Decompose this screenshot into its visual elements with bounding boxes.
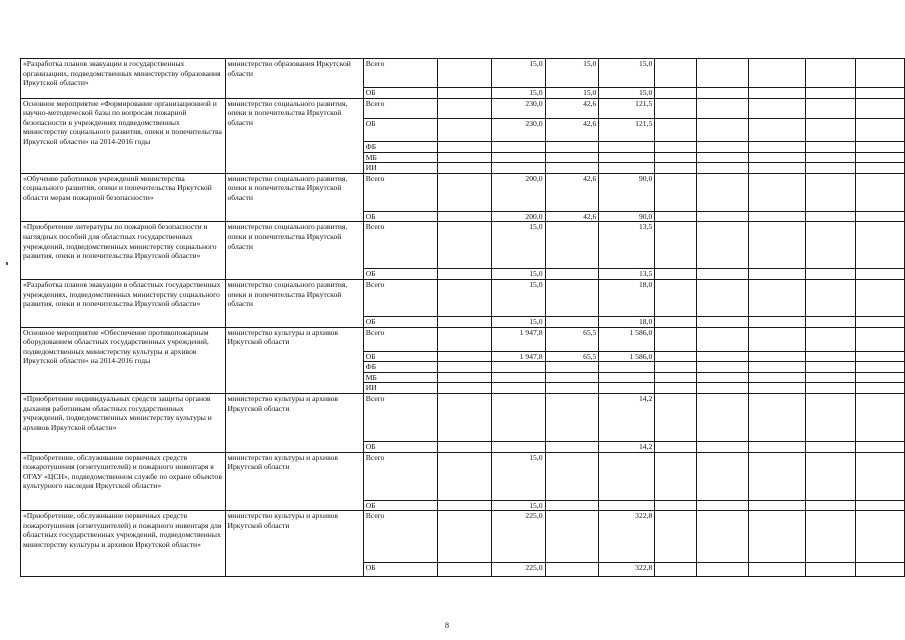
funding-source-cell: Всего [363, 452, 437, 500]
value-cell [697, 316, 748, 327]
value-cell [545, 316, 599, 327]
value-cell: 15,0 [599, 88, 655, 99]
value-cell [438, 393, 491, 441]
value-cell [697, 118, 748, 141]
value-cell [805, 500, 856, 511]
value-cell [655, 500, 697, 511]
value-cell: 15,0 [545, 88, 599, 99]
value-cell [748, 372, 805, 383]
value-cell [856, 88, 905, 99]
table-row [21, 59, 905, 88]
value-cell [697, 511, 748, 563]
value-cell [545, 163, 599, 174]
value-cell [697, 500, 748, 511]
measure-name-cell: «Обучение работников учреждений министерства социального развития, опеки и попечительства Иркутской области мерам пожарной безопасности» [21, 173, 226, 222]
value-cell [748, 211, 805, 222]
value-cell [599, 141, 655, 152]
value-cell [748, 351, 805, 362]
value-cell [545, 452, 599, 500]
funding-source-cell: Всего [363, 98, 437, 118]
value-cell [748, 452, 805, 500]
value-cell [856, 173, 905, 211]
value-cell [491, 372, 545, 383]
value-cell [655, 362, 697, 373]
value-cell [697, 351, 748, 362]
value-cell [697, 222, 748, 269]
value-cell [655, 59, 697, 88]
value-cell [748, 222, 805, 269]
value-cell [856, 163, 905, 174]
value-cell [655, 383, 697, 394]
value-cell [599, 372, 655, 383]
value-cell [655, 316, 697, 327]
value-cell [748, 441, 805, 452]
value-cell [805, 511, 856, 563]
value-cell [697, 393, 748, 441]
funding-source-cell: Всего [363, 173, 437, 211]
value-cell [856, 118, 905, 141]
funding-source-cell: ОБ [363, 351, 437, 362]
value-cell [748, 152, 805, 163]
value-cell [805, 222, 856, 269]
funding-source-cell: МБ [363, 152, 437, 163]
funding-source-cell: ОБ [363, 269, 437, 280]
value-cell [545, 372, 599, 383]
value-cell [856, 211, 905, 222]
value-cell: 15,0 [491, 452, 545, 500]
value-cell [438, 383, 491, 394]
value-cell [438, 441, 491, 452]
value-cell [599, 383, 655, 394]
value-cell [805, 563, 856, 577]
value-cell [856, 269, 905, 280]
value-cell [748, 316, 805, 327]
value-cell: 18,0 [599, 279, 655, 316]
value-cell [856, 141, 905, 152]
value-cell [748, 383, 805, 394]
value-cell [805, 452, 856, 500]
value-cell [491, 152, 545, 163]
value-cell [438, 173, 491, 211]
value-cell [491, 141, 545, 152]
value-cell [545, 563, 599, 577]
measure-name-cell: «Приобретение, обслуживание первичных средств пожаротушения (огнетушителей) и пожарного инвентаря для областных государственных учреждений, подведомственных министерству культуры и архивов Иркутской области» [21, 511, 226, 577]
value-cell [655, 372, 697, 383]
value-cell: 15,0 [491, 59, 545, 88]
funding-source-cell: ОБ [363, 88, 437, 99]
value-cell [545, 269, 599, 280]
value-cell: 18,0 [599, 316, 655, 327]
funding-source-cell: Всего [363, 327, 437, 351]
value-cell: 225,0 [491, 511, 545, 563]
value-cell [599, 500, 655, 511]
value-cell [856, 383, 905, 394]
value-cell [805, 88, 856, 99]
funding-source-cell: МБ [363, 372, 437, 383]
measure-name-cell: «Приобретение литературы по пожарной безопасности и наглядных пособий для областных государственных учреждений, подведомственных министерству социального развития, опеки и попечительства Иркутской области» [21, 222, 226, 280]
funding-source-cell: Всего [363, 279, 437, 316]
executor-cell: министерство социального развития, опеки и попечительства Иркутской области [225, 173, 363, 222]
value-cell: 200,0 [491, 173, 545, 211]
value-cell [655, 351, 697, 362]
value-cell [697, 59, 748, 88]
value-cell [856, 59, 905, 88]
value-cell [805, 141, 856, 152]
value-cell [655, 393, 697, 441]
value-cell [856, 316, 905, 327]
value-cell [438, 372, 491, 383]
value-cell [545, 141, 599, 152]
value-cell [805, 441, 856, 452]
value-cell [805, 269, 856, 280]
measure-name-cell: «Разработка планов эвакуации в областных государственных учреждениях, подведомственных министерству социального развития, опеки и попечительства Иркутской области» [21, 279, 226, 327]
funding-source-cell: ОБ [363, 441, 437, 452]
measure-name-cell: Основное мероприятие «Формирование организационной и научно-методической базы по вопросам пожарной безопасности в учреждениях подведомственных министерству социального развития, опеки и попечительства Иркутской области» на 2014-2016 годы [21, 98, 226, 173]
value-cell [805, 98, 856, 118]
value-cell: 15,0 [491, 279, 545, 316]
table-row [21, 393, 905, 441]
value-cell [599, 152, 655, 163]
executor-cell: министерство культуры и архивов Иркутской области [225, 393, 363, 452]
value-cell: 1 586,0 [599, 351, 655, 362]
value-cell [697, 211, 748, 222]
value-cell: 1 586,0 [599, 327, 655, 351]
executor-cell: министерство культуры и архивов Иркутской области [225, 327, 363, 393]
value-cell [856, 98, 905, 118]
value-cell [748, 327, 805, 351]
value-cell [748, 393, 805, 441]
value-cell [697, 98, 748, 118]
value-cell [599, 362, 655, 373]
measure-name-cell: «Приобретение индивидуальных средств защиты органов дыхания работникам областных государственных учреждений, подведомственных министерству культуры и архивов Иркутской области» [21, 393, 226, 452]
value-cell [697, 452, 748, 500]
value-cell [856, 351, 905, 362]
value-cell: 121,5 [599, 98, 655, 118]
value-cell [438, 316, 491, 327]
value-cell [805, 173, 856, 211]
value-cell: 121,5 [599, 118, 655, 141]
value-cell [856, 511, 905, 563]
value-cell [805, 118, 856, 141]
value-cell [748, 88, 805, 99]
value-cell [491, 163, 545, 174]
value-cell [805, 211, 856, 222]
funding-source-cell: Всего [363, 59, 437, 88]
funding-source-cell: ОБ [363, 316, 437, 327]
program-table [20, 58, 905, 577]
scan-mark [6, 262, 8, 265]
value-cell [856, 327, 905, 351]
value-cell [491, 383, 545, 394]
funding-source-cell: ОБ [363, 118, 437, 141]
value-cell [856, 500, 905, 511]
executor-cell: министерство социального развития, опеки и попечительства Иркутской области [225, 279, 363, 327]
value-cell [655, 279, 697, 316]
funding-source-cell: ФБ [363, 141, 437, 152]
value-cell [856, 372, 905, 383]
value-cell [805, 362, 856, 373]
value-cell [748, 269, 805, 280]
table-row [21, 452, 905, 500]
value-cell [856, 279, 905, 316]
value-cell: 15,0 [545, 59, 599, 88]
value-cell [438, 351, 491, 362]
value-cell: 322,8 [599, 511, 655, 563]
value-cell: 42,6 [545, 118, 599, 141]
value-cell [748, 362, 805, 373]
table-row [21, 279, 905, 316]
value-cell [545, 500, 599, 511]
value-cell [438, 362, 491, 373]
value-cell [438, 98, 491, 118]
executor-cell: министерство культуры и архивов Иркутской области [225, 511, 363, 577]
value-cell [805, 351, 856, 362]
value-cell [545, 362, 599, 373]
value-cell [438, 452, 491, 500]
value-cell [655, 327, 697, 351]
value-cell: 15,0 [491, 88, 545, 99]
value-cell [655, 141, 697, 152]
value-cell: 15,0 [491, 269, 545, 280]
value-cell [491, 393, 545, 441]
value-cell [655, 269, 697, 280]
value-cell: 230,0 [491, 98, 545, 118]
value-cell: 1 947,8 [491, 327, 545, 351]
value-cell [491, 362, 545, 373]
executor-cell: министерство образования Иркутской области [225, 59, 363, 99]
value-cell: 90,0 [599, 211, 655, 222]
value-cell [545, 393, 599, 441]
table-row [21, 222, 905, 269]
value-cell [655, 173, 697, 211]
executor-cell: министерство социального развития, опеки и попечительства Иркутской области [225, 222, 363, 280]
value-cell [438, 511, 491, 563]
measure-name-cell: Основное мероприятие «Обеспечение противопожарным оборудованием областных государственных учреждений, подведомственных министерству культуры и архивов Иркутской области» на 2014-2016 годы [21, 327, 226, 393]
value-cell [856, 452, 905, 500]
funding-source-cell: ИИ [363, 383, 437, 394]
value-cell [748, 279, 805, 316]
value-cell [545, 441, 599, 452]
value-cell [438, 59, 491, 88]
value-cell [438, 163, 491, 174]
value-cell: 42,6 [545, 173, 599, 211]
value-cell [748, 59, 805, 88]
value-cell [438, 88, 491, 99]
measure-name-cell: «Приобретение, обслуживание первичных средств пожаротушения (огнетушителей) и пожарного инвентаря в ОГАУ «ЦСН», подведомственном службе по охране объектов культурного наследия Иркутской области» [21, 452, 226, 511]
funding-source-cell: ИИ [363, 163, 437, 174]
value-cell [748, 98, 805, 118]
value-cell: 90,0 [599, 173, 655, 211]
value-cell [438, 279, 491, 316]
value-cell [697, 441, 748, 452]
value-cell: 322,8 [599, 563, 655, 577]
value-cell [805, 327, 856, 351]
value-cell [697, 563, 748, 577]
table-row [21, 511, 905, 563]
value-cell [697, 279, 748, 316]
value-cell [697, 141, 748, 152]
value-cell: 15,0 [491, 500, 545, 511]
value-cell [438, 118, 491, 141]
value-cell [748, 118, 805, 141]
value-cell: 1 947,8 [491, 351, 545, 362]
value-cell [856, 362, 905, 373]
value-cell [655, 511, 697, 563]
value-cell [805, 59, 856, 88]
value-cell [655, 163, 697, 174]
value-cell [655, 98, 697, 118]
table-row [21, 327, 905, 351]
funding-source-cell: ОБ [363, 500, 437, 511]
value-cell [545, 279, 599, 316]
value-cell [805, 152, 856, 163]
value-cell [805, 372, 856, 383]
funding-source-cell: Всего [363, 511, 437, 563]
value-cell [697, 152, 748, 163]
value-cell: 13,5 [599, 269, 655, 280]
value-cell [748, 500, 805, 511]
value-cell [545, 383, 599, 394]
value-cell: 200,0 [491, 211, 545, 222]
value-cell [748, 511, 805, 563]
value-cell: 65,5 [545, 351, 599, 362]
value-cell: 65,5 [545, 327, 599, 351]
funding-source-cell: ФБ [363, 362, 437, 373]
value-cell [697, 163, 748, 174]
table-row [21, 173, 905, 211]
funding-source-cell: ОБ [363, 563, 437, 577]
value-cell [438, 269, 491, 280]
value-cell [438, 211, 491, 222]
value-cell [697, 173, 748, 211]
value-cell [805, 163, 856, 174]
value-cell [438, 152, 491, 163]
value-cell: 15,0 [491, 222, 545, 269]
value-cell [655, 563, 697, 577]
value-cell [545, 222, 599, 269]
value-cell [438, 327, 491, 351]
page-number: 8 [445, 621, 449, 630]
funding-source-cell: Всего [363, 222, 437, 269]
value-cell [805, 393, 856, 441]
measure-name-cell: «Разработка планов эвакуации в государственных организациях, подведомственных министерству образования Иркутской области» [21, 59, 226, 99]
value-cell [655, 222, 697, 269]
value-cell [655, 211, 697, 222]
value-cell: 15,0 [491, 316, 545, 327]
table-row [21, 98, 905, 118]
value-cell [856, 393, 905, 441]
value-cell [697, 269, 748, 280]
value-cell: 15,0 [599, 59, 655, 88]
value-cell: 42,6 [545, 98, 599, 118]
value-cell [748, 163, 805, 174]
value-cell [655, 441, 697, 452]
value-cell: 13,5 [599, 222, 655, 269]
value-cell [856, 222, 905, 269]
value-cell [599, 452, 655, 500]
value-cell [697, 327, 748, 351]
value-cell [805, 279, 856, 316]
value-cell [748, 563, 805, 577]
value-cell: 225,0 [491, 563, 545, 577]
value-cell [697, 383, 748, 394]
value-cell [748, 173, 805, 211]
value-cell [697, 88, 748, 99]
value-cell [599, 163, 655, 174]
value-cell [805, 316, 856, 327]
value-cell: 230,0 [491, 118, 545, 141]
value-cell [697, 362, 748, 373]
value-cell [438, 563, 491, 577]
value-cell [856, 563, 905, 577]
value-cell [856, 441, 905, 452]
value-cell [545, 511, 599, 563]
value-cell [856, 152, 905, 163]
value-cell: 14,2 [599, 441, 655, 452]
value-cell [805, 383, 856, 394]
value-cell [655, 88, 697, 99]
value-cell: 14,2 [599, 393, 655, 441]
value-cell [655, 118, 697, 141]
executor-cell: министерство социального развития, опеки и попечительства Иркутской области [225, 98, 363, 173]
executor-cell: министерство культуры и архивов Иркутской области [225, 452, 363, 511]
value-cell [697, 372, 748, 383]
funding-source-cell: ОБ [363, 211, 437, 222]
value-cell [655, 452, 697, 500]
value-cell [438, 500, 491, 511]
value-cell [545, 152, 599, 163]
value-cell [438, 141, 491, 152]
value-cell: 42,6 [545, 211, 599, 222]
value-cell [655, 152, 697, 163]
funding-source-cell: Всего [363, 393, 437, 441]
value-cell [748, 141, 805, 152]
value-cell [491, 441, 545, 452]
value-cell [438, 222, 491, 269]
